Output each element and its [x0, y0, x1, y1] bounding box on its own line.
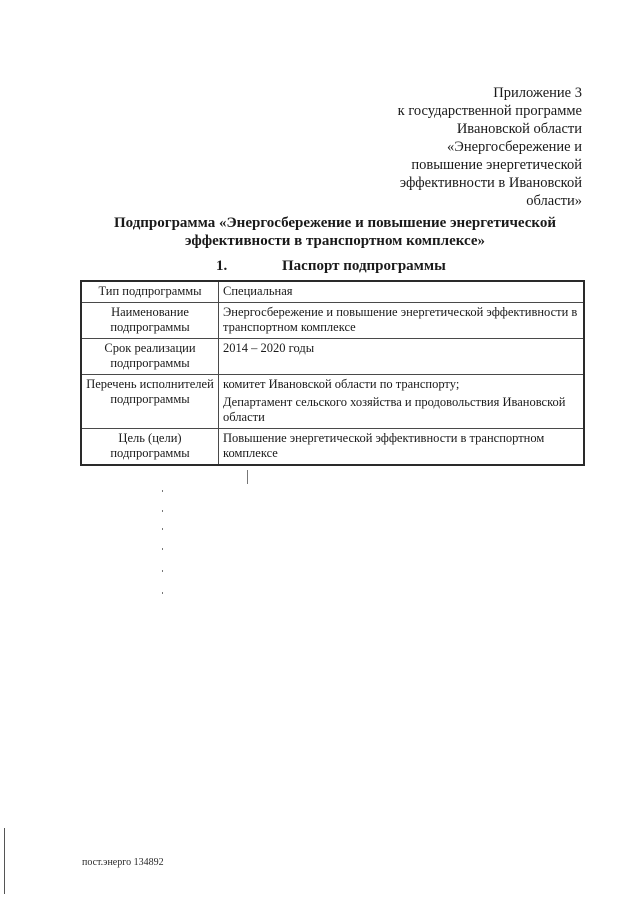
row-value: Повышение энергетической эффективности в транспортном комплексе — [219, 429, 585, 466]
table-row — [81, 339, 584, 375]
scan-mark — [162, 592, 163, 594]
passport-table — [80, 280, 585, 466]
appendix-line: эффективности в Ивановской — [399, 175, 582, 191]
appendix-line: повышение энергетической — [411, 157, 582, 173]
row-value: 2014 – 2020 годы — [219, 339, 585, 375]
row-label: Срок реализации подпрограммы — [81, 339, 219, 375]
appendix-line: Ивановской области — [456, 121, 582, 137]
row-label: Перечень исполнителей подпрограммы — [81, 375, 219, 429]
table-row — [81, 303, 584, 339]
appendix-line: Приложение 3 — [493, 85, 582, 101]
scan-mark — [162, 490, 163, 492]
table-row — [81, 281, 584, 303]
executor-line: комитет Ивановской области по транспорту; — [223, 377, 460, 391]
row-label: Цель (цели) подпрограммы — [81, 429, 219, 466]
scan-mark — [162, 548, 163, 550]
appendix-line: к государственной программе — [397, 103, 582, 119]
row-value: Энергосбережение и повышение энергетической эффективности в транспортном комплексе — [219, 303, 585, 339]
subprogram-title: Подпрограмма «Энергосбережение и повышение энергетической эффективности в транспортном комплексе» — [113, 215, 557, 249]
scan-mark — [4, 828, 5, 894]
table-row — [81, 429, 584, 466]
scan-mark — [162, 510, 163, 512]
row-label: Тип подпрограммы — [81, 281, 219, 303]
row-value — [219, 375, 585, 429]
scan-mark — [162, 528, 163, 530]
scan-mark — [247, 470, 248, 484]
footer-code: пост.энерго 134892 — [82, 857, 164, 868]
appendix-line: «Энергосбережение и — [447, 139, 582, 155]
row-value: Специальная — [219, 281, 585, 303]
section-title: Паспорт подпрограммы — [282, 258, 446, 274]
row-label: Наименование подпрограммы — [81, 303, 219, 339]
appendix-line: области» — [526, 193, 582, 209]
section-number: 1. — [216, 258, 228, 274]
scan-mark — [162, 570, 163, 572]
table-row — [81, 375, 584, 429]
appendix-header — [342, 84, 582, 210]
executor-line: Департамент сельского хозяйства и продовольствия Ивановской области — [223, 395, 566, 424]
